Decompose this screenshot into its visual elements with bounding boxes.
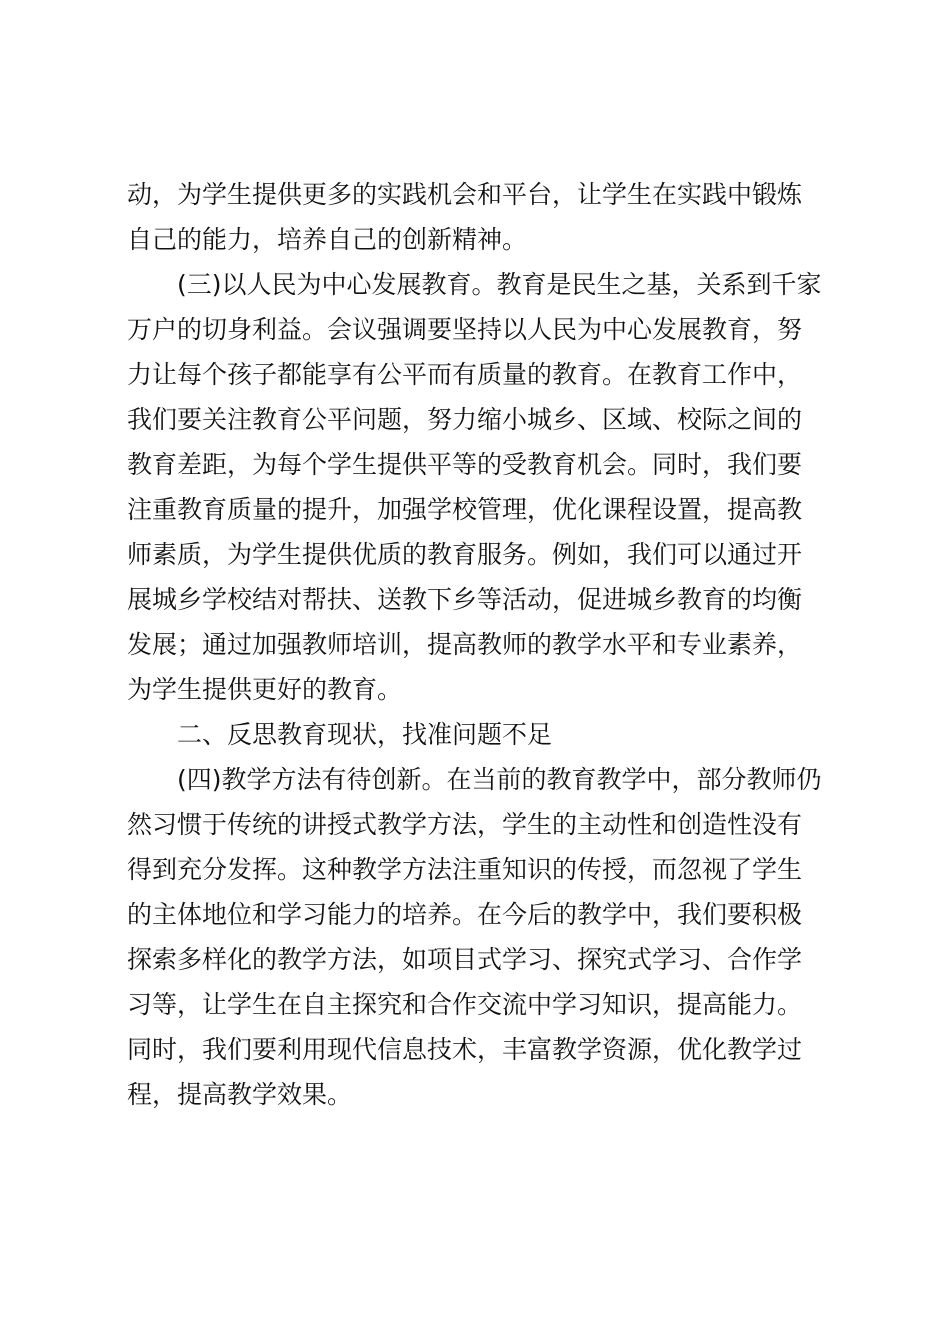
text-line: 的主体地位和学习能力的培养。在今后的教学中，我们要积极 xyxy=(127,900,803,929)
text-line: 自己的能力，培养自己的创新精神。 xyxy=(127,225,528,254)
text-line: 习等，让学生在自主探究和合作交流中学习知识，提高能力。 xyxy=(127,990,803,1019)
text-line: 师素质，为学生提供优质的教育服务。例如，我们可以通过开 xyxy=(127,540,803,569)
paragraph-section-4 xyxy=(127,757,823,1117)
paragraph-continuation xyxy=(127,172,823,262)
heading-text: 二、反思教育现状，找准问题不足 xyxy=(177,720,553,749)
text-line: 发展；通过加强教师培训，提高教师的教学水平和专业素养， xyxy=(127,630,803,659)
text-line: 教育差距，为每个学生提供平等的受教育机会。同时，我们要 xyxy=(127,450,803,479)
text-line: 力让每个孩子都能享有公平而有质量的教育。在教育工作中， xyxy=(127,360,803,389)
text-line: 为学生提供更好的教育。 xyxy=(127,675,403,704)
text-line: 程，提高教学效果。 xyxy=(127,1080,353,1109)
paragraph-section-3 xyxy=(127,262,823,712)
text-line: (四)教学方法有待创新。在当前的教育教学中，部分教师仍 xyxy=(177,765,822,794)
text-line: 得到充分发挥。这种教学方法注重知识的传授，而忽视了学生 xyxy=(127,855,803,884)
text-line: (三)以人民为中心发展教育。教育是民生之基，关系到千家 xyxy=(177,270,822,299)
text-line: 然习惯于传统的讲授式教学方法，学生的主动性和创造性没有 xyxy=(127,810,803,839)
text-line: 探索多样化的教学方法，如项目式学习、探究式学习、合作学 xyxy=(127,945,803,974)
section-heading-2 xyxy=(127,712,823,757)
text-line: 万户的切身利益。会议强调要坚持以人民为中心发展教育，努 xyxy=(127,315,803,344)
document-body xyxy=(127,172,823,1117)
text-line: 我们要关注教育公平问题，努力缩小城乡、区域、校际之间的 xyxy=(127,405,803,434)
text-line: 展城乡学校结对帮扶、送教下乡等活动，促进城乡教育的均衡 xyxy=(127,585,803,614)
text-line: 注重教育质量的提升，加强学校管理，优化课程设置，提高教 xyxy=(127,495,803,524)
text-line: 同时，我们要利用现代信息技术，丰富教学资源，优化教学过 xyxy=(127,1035,803,1064)
text-line: 动，为学生提供更多的实践机会和平台，让学生在实践中锻炼 xyxy=(127,180,803,209)
